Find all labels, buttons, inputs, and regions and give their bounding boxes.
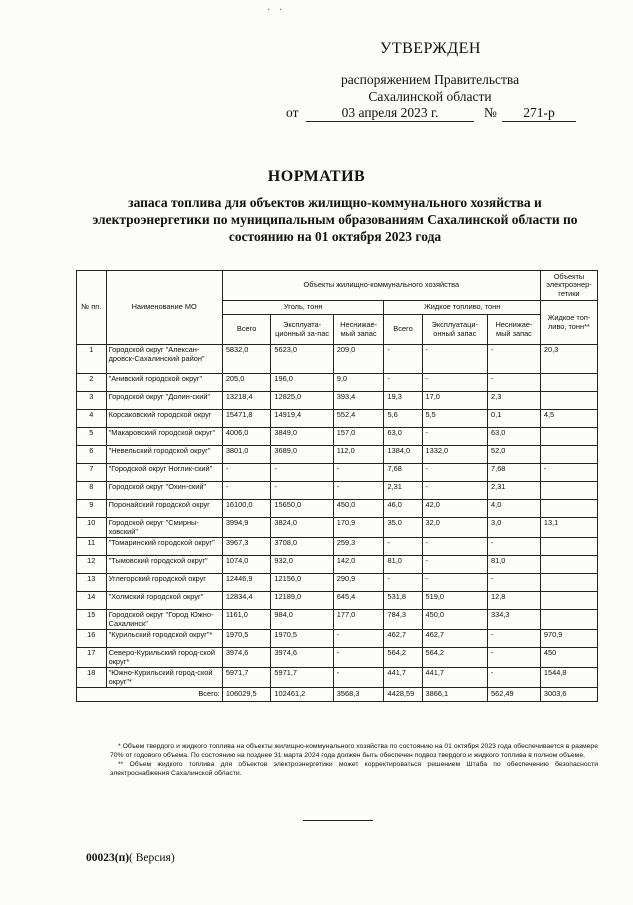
cell-liquid-total: 462,7 — [384, 630, 422, 648]
cell-liquid-operational: - — [422, 345, 488, 374]
cell-liquid-reserve: 52,0 — [488, 446, 541, 464]
cell-liquid-reserve: 0,1 — [488, 410, 541, 428]
header-name: Наименование МО — [106, 271, 222, 345]
cell-coal-total: 15471,8 — [222, 410, 271, 428]
cell-coal-reserve: 209,0 — [333, 345, 384, 374]
cell-coal-reserve: - — [333, 482, 384, 500]
cell-energy-liquid — [540, 556, 597, 574]
approved-line-2: Сахалинской области — [368, 89, 492, 104]
cell-coal-total: 5971,7 — [222, 668, 271, 688]
cell-num: 10 — [77, 518, 107, 538]
cell-liquid-operational: 519,0 — [422, 592, 488, 610]
cell-coal-operational: 932,0 — [271, 556, 333, 574]
decree-date: 03 апреля 2023 г. — [306, 105, 474, 122]
table-row — [77, 668, 598, 688]
cell-coal-total: 4006,0 — [222, 428, 271, 446]
cell-liquid-reserve: 4,0 — [488, 500, 541, 518]
cell-liquid-total: 35,0 — [384, 518, 422, 538]
cell-municipality: "Южно-Курильский город-ской округ"* — [106, 668, 222, 688]
cell-liquid-total: 531,8 — [384, 592, 422, 610]
version-label: ( Версия) — [129, 852, 175, 864]
cell-coal-reserve: 450,0 — [333, 500, 384, 518]
cell-liquid-total: 46,0 — [384, 500, 422, 518]
cell-municipality: Углегорский городской округ — [106, 574, 222, 592]
cell-liquid-operational: - — [422, 374, 488, 392]
cell-num: 17 — [77, 648, 107, 668]
cell-coal-total: 3967,3 — [222, 538, 271, 556]
cell-coal-total: - — [222, 482, 271, 500]
cell-liquid-reserve: - — [488, 538, 541, 556]
cell-liquid-reserve: 7,68 — [488, 464, 541, 482]
table-row — [77, 446, 598, 464]
header-coal-total: Всего — [222, 315, 271, 345]
cell-num: 7 — [77, 464, 107, 482]
header-num: № пп. — [77, 271, 107, 345]
cell-coal-total: 205,0 — [222, 374, 271, 392]
cell-coal-total: 12834,4 — [222, 592, 271, 610]
cell-coal-reserve: 393,4 — [333, 392, 384, 410]
cell-liquid-reserve: 3,0 — [488, 518, 541, 538]
cell-municipality: Городской округ "Алексан-дровск-Сахалинский район" — [106, 345, 222, 374]
header-coal-reserve: Неснижае-мый запас — [333, 315, 384, 345]
cell-coal-total: 13218,4 — [222, 392, 271, 410]
cell-num: 11 — [77, 538, 107, 556]
total-liquid-operational: 3866,1 — [422, 688, 488, 702]
cell-num: 1 — [77, 345, 107, 374]
total-liquid-total: 4428,59 — [384, 688, 422, 702]
cell-municipality: "Городской округ Ноглик-ский" — [106, 464, 222, 482]
cell-liquid-operational: 441,7 — [422, 668, 488, 688]
cell-energy-liquid — [540, 500, 597, 518]
cell-liquid-total: 564,2 — [384, 648, 422, 668]
cell-coal-operational: - — [271, 464, 333, 482]
cell-coal-reserve: 9,0 — [333, 374, 384, 392]
cell-liquid-reserve: - — [488, 648, 541, 668]
cell-municipality: Корсаковский городской округ — [106, 410, 222, 428]
table-row — [77, 464, 598, 482]
table-row — [77, 345, 598, 374]
cell-municipality: "Холмский городской округ" — [106, 592, 222, 610]
cell-liquid-total: 7,68 — [384, 464, 422, 482]
cell-coal-operational: 984,0 — [271, 610, 333, 630]
cell-coal-reserve: 290,9 — [333, 574, 384, 592]
cell-liquid-operational: 17,0 — [422, 392, 488, 410]
cell-num: 13 — [77, 574, 107, 592]
cell-energy-liquid: 450 — [540, 648, 597, 668]
cell-coal-total: 16100,0 — [222, 500, 271, 518]
total-coal-operational: 102461,2 — [271, 688, 333, 702]
cell-coal-reserve: 552,4 — [333, 410, 384, 428]
cell-coal-total: 1970,5 — [222, 630, 271, 648]
cell-coal-reserve: - — [333, 464, 384, 482]
table-row — [77, 518, 598, 538]
cell-num: 5 — [77, 428, 107, 446]
header-liquid-total: Всего — [384, 315, 422, 345]
cell-coal-reserve: 259,3 — [333, 538, 384, 556]
cell-coal-operational: 14919,4 — [271, 410, 333, 428]
cell-municipality: "Томаринский городской округ" — [106, 538, 222, 556]
cell-liquid-reserve: 81,0 — [488, 556, 541, 574]
cell-coal-reserve: 142,0 — [333, 556, 384, 574]
cell-energy-liquid — [540, 446, 597, 464]
cell-liquid-operational: - — [422, 428, 488, 446]
cell-liquid-operational: 450,0 — [422, 610, 488, 630]
cell-energy-liquid — [540, 428, 597, 446]
table-row — [77, 538, 598, 556]
table-total-row — [77, 688, 598, 702]
cell-liquid-total: - — [384, 374, 422, 392]
cell-num: 14 — [77, 592, 107, 610]
cell-num: 8 — [77, 482, 107, 500]
cell-municipality: Северо-Курильский город-ской округ* — [106, 648, 222, 668]
cell-num: 4 — [77, 410, 107, 428]
cell-liquid-reserve: 2,3 — [488, 392, 541, 410]
header-coal: Уголь, тонн — [222, 301, 384, 315]
cell-energy-liquid: 4,5 — [540, 410, 597, 428]
cell-municipality: "Невельский городской округ" — [106, 446, 222, 464]
cell-coal-operational: 3824,0 — [271, 518, 333, 538]
cell-coal-operational: 5971,7 — [271, 668, 333, 688]
cell-liquid-reserve: 2,31 — [488, 482, 541, 500]
fuel-reserve-table — [76, 270, 598, 702]
cell-coal-reserve: 177,0 — [333, 610, 384, 630]
header-liquid-operational: Эксплуатаци-онный запас — [422, 315, 488, 345]
cell-energy-liquid — [540, 574, 597, 592]
cell-coal-operational: - — [271, 482, 333, 500]
cell-liquid-total: 2,31 — [384, 482, 422, 500]
cell-coal-operational: 5623,0 — [271, 345, 333, 374]
cell-coal-total: 3994,9 — [222, 518, 271, 538]
cell-liquid-reserve: - — [488, 345, 541, 374]
cell-coal-reserve: 112,0 — [333, 446, 384, 464]
cell-municipality: "Макаровский городской округ" — [106, 428, 222, 446]
document-code: 00023(п) — [86, 852, 130, 864]
cell-coal-total: 3974,6 — [222, 648, 271, 668]
cell-coal-operational: 12825,0 — [271, 392, 333, 410]
cell-liquid-reserve: - — [488, 668, 541, 688]
cell-coal-reserve: 645,4 — [333, 592, 384, 610]
table-row — [77, 592, 598, 610]
cell-municipality: Городской округ "Смирны-ховский" — [106, 518, 222, 538]
cell-liquid-operational: 1332,0 — [422, 446, 488, 464]
table-row — [77, 410, 598, 428]
cell-liquid-operational: 5,5 — [422, 410, 488, 428]
header-liquid-reserve: Неснижае-мый запас — [488, 315, 541, 345]
table-row — [77, 574, 598, 592]
cell-liquid-operational: - — [422, 464, 488, 482]
table-row — [77, 428, 598, 446]
cell-coal-reserve: - — [333, 668, 384, 688]
cell-liquid-reserve: - — [488, 574, 541, 592]
cell-liquid-total: 441,7 — [384, 668, 422, 688]
table-row — [77, 392, 598, 410]
footnotes — [110, 742, 598, 778]
cell-energy-liquid — [540, 482, 597, 500]
cell-coal-total: 1074,0 — [222, 556, 271, 574]
cell-municipality: "Курильский городской округ"* — [106, 630, 222, 648]
cell-energy-liquid — [540, 538, 597, 556]
cell-liquid-reserve: - — [488, 374, 541, 392]
approved-line-1: распоряжением Правительства — [340, 72, 520, 87]
cell-num: 16 — [77, 630, 107, 648]
cell-liquid-total: - — [384, 538, 422, 556]
from-label: от — [286, 105, 299, 120]
total-coal-reserve: 3568,3 — [333, 688, 384, 702]
cell-coal-reserve: - — [333, 648, 384, 668]
cell-municipality: "Тымовский городской округ" — [106, 556, 222, 574]
approved-heading: УТВЕРЖДЕН — [380, 40, 481, 57]
signature-line — [303, 820, 373, 821]
cell-liquid-reserve: - — [488, 630, 541, 648]
cell-coal-operational: 3689,0 — [271, 446, 333, 464]
cell-coal-operational: 1970,5 — [271, 630, 333, 648]
cell-num: 3 — [77, 392, 107, 410]
cell-liquid-operational: - — [422, 574, 488, 592]
cell-energy-liquid — [540, 592, 597, 610]
document-version — [86, 852, 175, 864]
cell-coal-operational: 15650,0 — [271, 500, 333, 518]
cell-coal-total: 12446,9 — [222, 574, 271, 592]
cell-coal-total: - — [222, 464, 271, 482]
table-row — [77, 374, 598, 392]
cell-coal-operational: 12189,0 — [271, 592, 333, 610]
total-label: Всего: — [77, 688, 223, 702]
header-housing: Объекты жилищно-коммунального хозяйства — [222, 271, 540, 301]
total-liquid-reserve: 562,49 — [488, 688, 541, 702]
table-row — [77, 648, 598, 668]
cell-coal-operational: 3849,0 — [271, 428, 333, 446]
cell-municipality: "Анивский городской округ" — [106, 374, 222, 392]
cell-energy-liquid: 970,9 — [540, 630, 597, 648]
cell-liquid-reserve: 334,3 — [488, 610, 541, 630]
document-title: НОРМАТИВ — [267, 168, 366, 185]
cell-coal-operational: 3708,0 — [271, 538, 333, 556]
cell-num: 18 — [77, 668, 107, 688]
cell-liquid-operational: 564,2 — [422, 648, 488, 668]
footnote-2: ** Объем жидкого топлива для объектов электроэнергетики может корректироваться решением Штаба по обеспечению безопасности электроснабжения Сахалинской области. — [110, 761, 598, 777]
table-row — [77, 630, 598, 648]
cell-liquid-reserve: 63,0 — [488, 428, 541, 446]
cell-coal-total: 3801,0 — [222, 446, 271, 464]
cell-coal-reserve: 157,0 — [333, 428, 384, 446]
cell-municipality: Городской округ "Охин-ский" — [106, 482, 222, 500]
cell-municipality: Поронайский городской округ — [106, 500, 222, 518]
table-row — [77, 556, 598, 574]
footnote-1: * Объем твердого и жидкого топлива на объекты жилищно-коммунального хозяйства по состоянию на 01 октября 2023 года обеспечивается в размере 70% от годового объема. По состоянию на позднее 31 марта 2024 года должен быть обеспечен подвоз твердого и жидкого топлива в полном объеме. — [110, 743, 598, 759]
cell-energy-liquid — [540, 610, 597, 630]
cell-num: 6 — [77, 446, 107, 464]
cell-energy-liquid — [540, 374, 597, 392]
cell-coal-operational: 196,0 — [271, 374, 333, 392]
table-row — [77, 610, 598, 630]
header-energy: Объекты электроэнер-гетики — [540, 271, 597, 301]
header-coal-operational: Эксплуата-ционный за-пас — [271, 315, 333, 345]
header-liquid: Жидкое топливо, тонн — [384, 301, 540, 315]
cell-energy-liquid: 13,1 — [540, 518, 597, 538]
cell-coal-total: 5832,0 — [222, 345, 271, 374]
header-energy-liquid: Жидкое топ-ливо, тонн** — [540, 301, 597, 345]
cell-municipality: Городской округ "Долин-ский" — [106, 392, 222, 410]
cell-coal-total: 1161,0 — [222, 610, 271, 630]
cell-num: 2 — [77, 374, 107, 392]
cell-num: 15 — [77, 610, 107, 630]
cell-energy-liquid: 20,3 — [540, 345, 597, 374]
number-label: № — [484, 105, 497, 120]
cell-liquid-operational: - — [422, 482, 488, 500]
table-body — [77, 345, 598, 702]
cell-liquid-total: 784,3 — [384, 610, 422, 630]
cell-energy-liquid: 1544,8 — [540, 668, 597, 688]
cell-liquid-total: - — [384, 345, 422, 374]
cell-num: 12 — [77, 556, 107, 574]
cell-municipality: Городской округ "Город Южно-Сахалинск" — [106, 610, 222, 630]
cell-coal-reserve: - — [333, 630, 384, 648]
cell-coal-reserve: 170,9 — [333, 518, 384, 538]
cell-coal-operational: 3974,6 — [271, 648, 333, 668]
cell-liquid-reserve: 12,8 — [488, 592, 541, 610]
scan-artifact: · · — [267, 5, 286, 16]
decree-number: 271-р — [502, 105, 576, 122]
cell-energy-liquid: - — [540, 464, 597, 482]
cell-liquid-total: 5,6 — [384, 410, 422, 428]
total-energy-liquid: 3003,6 — [540, 688, 597, 702]
total-coal-total: 106029,5 — [222, 688, 271, 702]
table-row — [77, 482, 598, 500]
cell-liquid-total: - — [384, 574, 422, 592]
decree-date-row — [286, 105, 586, 123]
cell-liquid-operational: - — [422, 556, 488, 574]
cell-liquid-total: 81,0 — [384, 556, 422, 574]
cell-liquid-operational: 32,0 — [422, 518, 488, 538]
cell-liquid-total: 19,3 — [384, 392, 422, 410]
cell-liquid-operational: 42,0 — [422, 500, 488, 518]
cell-liquid-total: 1384,0 — [384, 446, 422, 464]
cell-coal-operational: 12156,0 — [271, 574, 333, 592]
cell-energy-liquid — [540, 392, 597, 410]
cell-liquid-total: 63,0 — [384, 428, 422, 446]
table-row — [77, 500, 598, 518]
cell-liquid-operational: 462,7 — [422, 630, 488, 648]
document-subtitle: запаса топлива для объектов жилищно-коммунального хозяйства и электроэнергетики по муниципальным образованиям Сахалинской области по состоянию на 01 октября 2023 года — [92, 195, 578, 244]
cell-num: 9 — [77, 500, 107, 518]
cell-liquid-operational: - — [422, 538, 488, 556]
